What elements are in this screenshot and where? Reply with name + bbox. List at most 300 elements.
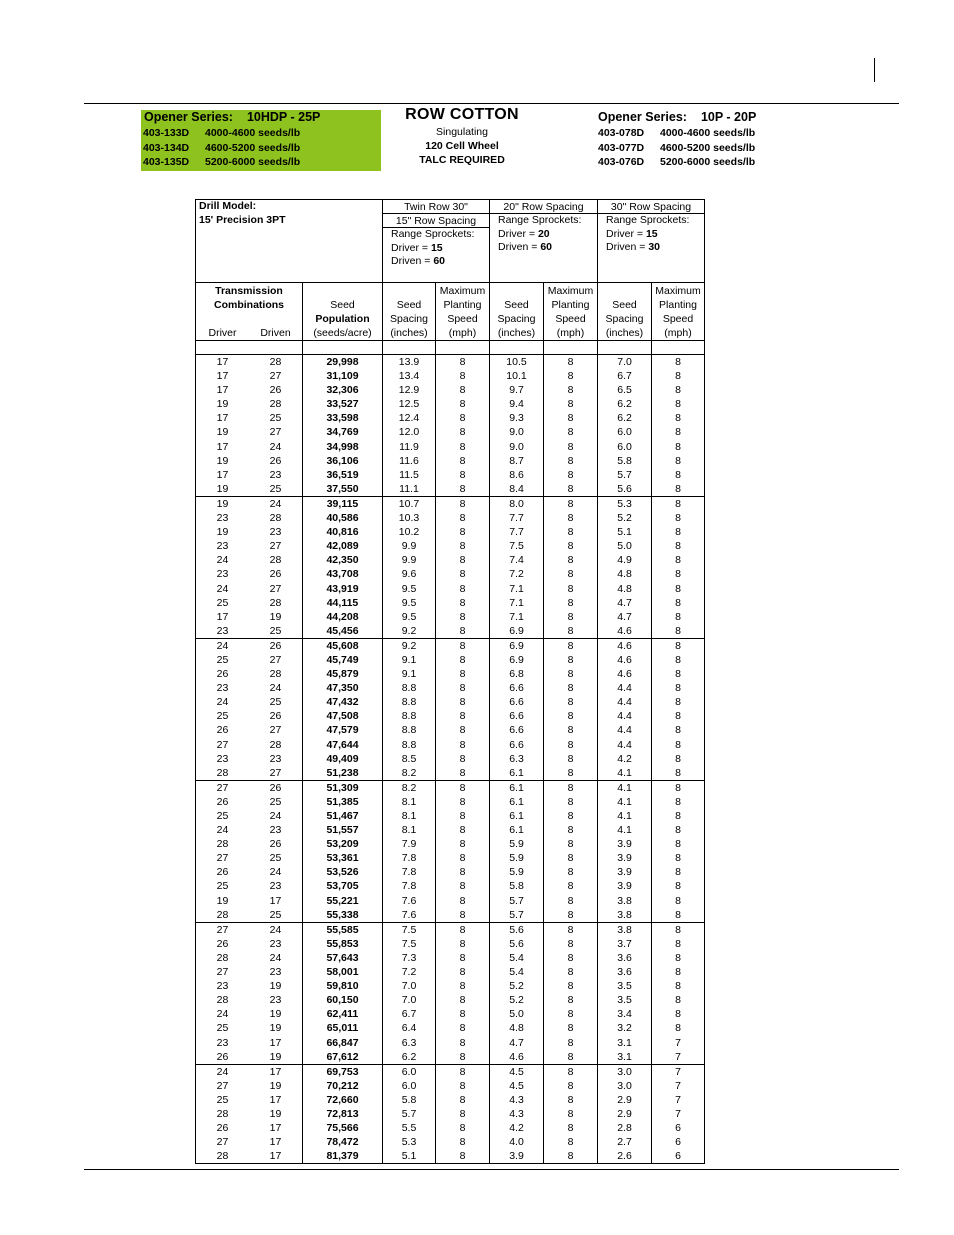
seed-rate-table: [195, 199, 705, 1164]
group-30-row-sprockets: Range Sprockets: Driver = 15 Driven = 30: [598, 214, 705, 269]
speed-twin-cell: 8: [436, 752, 490, 766]
spacing-30-cell: 5.1: [598, 525, 652, 539]
population-cell: 36,106: [303, 454, 383, 468]
spacing-30-cell: 4.6: [598, 653, 652, 667]
page-title: ROW COTTON: [405, 106, 519, 123]
spacing-twin-cell: 10.3: [383, 511, 436, 525]
speed-20-cell: 8: [544, 993, 598, 1007]
speed-30-cell: 8: [652, 596, 705, 610]
speed-twin-cell: 8: [436, 993, 490, 1007]
spacing-30-cell: 7.0: [598, 355, 652, 370]
population-cell: 42,089: [303, 539, 383, 553]
spacing-20-cell: 5.4: [490, 951, 544, 965]
spacing-header-twin: Seed Spacing (inches): [383, 283, 436, 341]
spacing-20-cell: 7.7: [490, 511, 544, 525]
spacing-twin-cell: 7.8: [383, 865, 436, 879]
spacing-30-cell: 4.6: [598, 638, 652, 653]
table-row: [196, 624, 705, 639]
population-cell: 55,338: [303, 908, 383, 923]
spacing-twin-cell: 5.3: [383, 1135, 436, 1149]
opener-right-row: 403-077D 4600-5200 seeds/lb: [598, 141, 756, 154]
spacing-30-cell: 4.2: [598, 752, 652, 766]
speed-30-cell: 8: [652, 369, 705, 383]
spacing-twin-cell: 12.9: [383, 383, 436, 397]
speed-20-cell: 8: [544, 979, 598, 993]
population-cell: 55,585: [303, 922, 383, 937]
population-cell: 72,813: [303, 1107, 383, 1121]
speed-30-cell: 6: [652, 1135, 705, 1149]
table-row: [196, 1050, 705, 1065]
spacing-30-cell: 6.2: [598, 411, 652, 425]
speed-30-cell: 8: [652, 993, 705, 1007]
spacing-20-cell: 4.5: [490, 1079, 544, 1093]
table-row: [196, 766, 705, 781]
driven-cell: 24: [269, 440, 282, 453]
table-row: [196, 1107, 705, 1121]
speed-20-cell: 8: [544, 411, 598, 425]
drill-model-value: 15' Precision 3PT: [199, 213, 286, 226]
driver-cell: 27: [196, 851, 250, 865]
table-row: [196, 681, 705, 695]
spacing-30-cell: 4.1: [598, 795, 652, 809]
opener-left-row: 403-133D 4000-4600 seeds/lb: [143, 127, 301, 139]
speed-twin-cell: 8: [436, 667, 490, 681]
speed-twin-cell: 8: [436, 1121, 490, 1135]
population-cell: 70,212: [303, 1079, 383, 1093]
spacing-twin-cell: 7.5: [383, 922, 436, 937]
population-cell: 44,208: [303, 610, 383, 624]
population-cell: 40,816: [303, 525, 383, 539]
driver-cell: 28: [196, 1149, 250, 1164]
speed-30-cell: 8: [652, 553, 705, 567]
population-cell: 36,519: [303, 468, 383, 482]
table-row: [196, 837, 705, 851]
table-row: [196, 738, 705, 752]
speed-twin-cell: 8: [436, 411, 490, 425]
driver-cell: 17: [196, 468, 250, 482]
table-row: [196, 482, 705, 497]
speed-twin-cell: 8: [436, 951, 490, 965]
driver-cell: 25: [196, 596, 250, 610]
spacing-20-cell: 9.0: [490, 425, 544, 439]
spacing-twin-cell: 8.8: [383, 723, 436, 737]
driver-cell: 19: [196, 425, 250, 439]
table-row: [196, 865, 705, 879]
spacing-20-cell: 6.1: [490, 795, 544, 809]
driver-cell: 25: [196, 879, 250, 893]
spacing-30-cell: 3.5: [598, 979, 652, 993]
population-cell: 65,011: [303, 1021, 383, 1035]
speed-twin-cell: 8: [436, 1036, 490, 1050]
population-cell: 44,115: [303, 596, 383, 610]
driver-cell: 24: [196, 823, 250, 837]
spacing-twin-cell: 12.0: [383, 425, 436, 439]
driver-cell: 23: [196, 539, 250, 553]
spacing-twin-cell: 11.1: [383, 482, 436, 497]
spacing-twin-cell: 7.9: [383, 837, 436, 851]
driven-cell: 28: [269, 738, 282, 751]
speed-30-cell: 8: [652, 482, 705, 497]
spacing-30-cell: 2.6: [598, 1149, 652, 1164]
speed-twin-cell: 8: [436, 624, 490, 639]
spacing-20-cell: 8.7: [490, 454, 544, 468]
table-row: [196, 695, 705, 709]
driven-cell: 17: [269, 1065, 282, 1078]
population-cell: 75,566: [303, 1121, 383, 1135]
spacing-30-cell: 3.1: [598, 1036, 652, 1050]
speed-twin-cell: 8: [436, 653, 490, 667]
population-cell: 55,853: [303, 937, 383, 951]
spacing-twin-cell: 7.6: [383, 908, 436, 923]
speed-twin-cell: 8: [436, 397, 490, 411]
population-cell: 47,579: [303, 723, 383, 737]
speed-30-cell: 8: [652, 795, 705, 809]
opener-series-left: [141, 110, 381, 171]
driven-cell: 23: [269, 526, 282, 539]
spacing-30-cell: 4.1: [598, 823, 652, 837]
driven-cell: 25: [269, 412, 282, 425]
spacing-twin-cell: 10.7: [383, 496, 436, 511]
speed-30-cell: 8: [652, 780, 705, 795]
spacing-twin-cell: 8.2: [383, 780, 436, 795]
group-20-row-name: 20" Row Spacing: [490, 200, 598, 214]
driven-cell: 17: [269, 1036, 282, 1049]
spacing-30-cell: 3.0: [598, 1079, 652, 1093]
group-30-row-name: 30" Row Spacing: [598, 200, 705, 214]
speed-20-cell: 8: [544, 809, 598, 823]
population-cell: 34,998: [303, 440, 383, 454]
speed-30-cell: 8: [652, 397, 705, 411]
spacing-30-cell: 5.0: [598, 539, 652, 553]
speed-twin-cell: 8: [436, 894, 490, 908]
speed-30-cell: 8: [652, 851, 705, 865]
speed-20-cell: 8: [544, 496, 598, 511]
speed-header-twin: Maximum Planting Speed (mph): [436, 283, 490, 341]
speed-twin-cell: 8: [436, 355, 490, 370]
spacing-20-cell: 8.4: [490, 482, 544, 497]
spacing-30-cell: 3.6: [598, 965, 652, 979]
driven-cell: 27: [269, 724, 282, 737]
speed-20-cell: 8: [544, 1149, 598, 1164]
population-cell: 31,109: [303, 369, 383, 383]
speed-20-cell: 8: [544, 539, 598, 553]
driver-cell: 23: [196, 979, 250, 993]
population-cell: 81,379: [303, 1149, 383, 1164]
speed-20-cell: 8: [544, 823, 598, 837]
population-cell: 43,919: [303, 582, 383, 596]
speed-20-cell: 8: [544, 610, 598, 624]
speed-twin-cell: 8: [436, 766, 490, 781]
speed-30-cell: 8: [652, 539, 705, 553]
driven-cell: 26: [269, 568, 282, 581]
speed-20-cell: 8: [544, 951, 598, 965]
speed-30-cell: 8: [652, 582, 705, 596]
driver-cell: 25: [196, 653, 250, 667]
driver-cell: 24: [196, 1007, 250, 1021]
spacing-30-cell: 6.7: [598, 369, 652, 383]
driven-cell: 26: [269, 838, 282, 851]
speed-30-cell: 8: [652, 610, 705, 624]
speed-20-cell: 8: [544, 1107, 598, 1121]
speed-30-cell: 8: [652, 667, 705, 681]
driven-cell: 27: [269, 370, 282, 383]
spacing-20-cell: 6.3: [490, 752, 544, 766]
spacing-30-cell: 3.2: [598, 1021, 652, 1035]
driver-cell: 27: [196, 738, 250, 752]
speed-twin-cell: 8: [436, 610, 490, 624]
spacing-twin-cell: 8.8: [383, 681, 436, 695]
spacing-20-cell: 4.3: [490, 1107, 544, 1121]
spacing-20-cell: 4.6: [490, 1050, 544, 1065]
speed-30-cell: 8: [652, 922, 705, 937]
speed-20-cell: 8: [544, 908, 598, 923]
speed-30-cell: 7: [652, 1064, 705, 1079]
spacing-30-cell: 4.4: [598, 681, 652, 695]
spacing-20-cell: 9.4: [490, 397, 544, 411]
spacing-twin-cell: 6.0: [383, 1064, 436, 1079]
spacing-30-cell: 3.8: [598, 894, 652, 908]
table-row: [196, 582, 705, 596]
spacing-twin-cell: 9.9: [383, 539, 436, 553]
speed-twin-cell: 8: [436, 851, 490, 865]
table-row: [196, 553, 705, 567]
population-cell: 40,586: [303, 511, 383, 525]
population-cell: 45,456: [303, 624, 383, 639]
group-20-row-sprockets: Range Sprockets: Driver = 20 Driven = 60: [490, 214, 598, 269]
speed-20-cell: 8: [544, 1079, 598, 1093]
driven-cell: 19: [269, 1079, 282, 1092]
spacing-30-cell: 5.7: [598, 468, 652, 482]
driver-cell: 26: [196, 667, 250, 681]
driven-cell: 23: [269, 937, 282, 950]
spacing-twin-cell: 7.0: [383, 993, 436, 1007]
population-cell: 53,526: [303, 865, 383, 879]
population-cell: 49,409: [303, 752, 383, 766]
speed-20-cell: 8: [544, 681, 598, 695]
spacing-twin-cell: 7.2: [383, 965, 436, 979]
population-cell: 72,660: [303, 1093, 383, 1107]
spacing-20-cell: 5.6: [490, 922, 544, 937]
speed-twin-cell: 8: [436, 1079, 490, 1093]
speed-twin-cell: 8: [436, 837, 490, 851]
table-row: [196, 468, 705, 482]
speed-20-cell: 8: [544, 865, 598, 879]
speed-30-cell: 7: [652, 1079, 705, 1093]
speed-twin-cell: 8: [436, 425, 490, 439]
driven-cell: 28: [269, 512, 282, 525]
driver-cell: 25: [196, 709, 250, 723]
driven-cell: 17: [269, 894, 282, 907]
spacing-20-cell: 9.3: [490, 411, 544, 425]
table-row: [196, 653, 705, 667]
speed-30-cell: 8: [652, 525, 705, 539]
driver-cell: 25: [196, 1093, 250, 1107]
driven-cell: 17: [269, 1093, 282, 1106]
table-row: [196, 752, 705, 766]
spacing-twin-cell: 8.1: [383, 823, 436, 837]
speed-30-cell: 8: [652, 823, 705, 837]
population-cell: 55,221: [303, 894, 383, 908]
driven-cell: 27: [269, 653, 282, 666]
opener-left-row: 403-134D 4600-5200 seeds/lb: [143, 141, 301, 154]
speed-30-cell: 8: [652, 766, 705, 781]
spacing-20-cell: 6.6: [490, 695, 544, 709]
driven-cell: 25: [269, 696, 282, 709]
population-cell: 47,508: [303, 709, 383, 723]
speed-30-cell: 8: [652, 723, 705, 737]
driver-cell: 28: [196, 908, 250, 923]
speed-twin-cell: 8: [436, 709, 490, 723]
spacing-twin-cell: 7.8: [383, 879, 436, 893]
driven-cell: 23: [269, 880, 282, 893]
spacing-twin-cell: 6.4: [383, 1021, 436, 1035]
speed-30-cell: 7: [652, 1107, 705, 1121]
speed-header-30: Maximum Planting Speed (mph): [652, 283, 705, 341]
population-cell: 32,306: [303, 383, 383, 397]
speed-20-cell: 8: [544, 766, 598, 781]
population-header: Seed Population (seeds/acre): [303, 283, 383, 341]
driver-cell: 23: [196, 1036, 250, 1050]
spacing-twin-cell: 10.2: [383, 525, 436, 539]
driver-cell: 19: [196, 397, 250, 411]
spacing-30-cell: 3.5: [598, 993, 652, 1007]
spacing-twin-cell: 6.0: [383, 1079, 436, 1093]
speed-20-cell: 8: [544, 965, 598, 979]
speed-twin-cell: 8: [436, 1050, 490, 1065]
driven-cell: 19: [269, 1107, 282, 1120]
table-row: [196, 795, 705, 809]
spacing-20-cell: 6.9: [490, 624, 544, 639]
speed-30-cell: 8: [652, 908, 705, 923]
speed-30-cell: 8: [652, 752, 705, 766]
driven-cell: 24: [269, 682, 282, 695]
spacing-20-cell: 3.9: [490, 1149, 544, 1164]
spacing-twin-cell: 9.5: [383, 582, 436, 596]
spacing-twin-cell: 9.1: [383, 653, 436, 667]
driven-cell: 23: [269, 752, 282, 765]
spacing-twin-cell: 8.1: [383, 795, 436, 809]
population-cell: 53,705: [303, 879, 383, 893]
speed-30-cell: 8: [652, 383, 705, 397]
table-row: [196, 411, 705, 425]
speed-twin-cell: 8: [436, 553, 490, 567]
opener-right-row: 403-076D 5200-6000 seeds/lb: [598, 156, 756, 168]
population-cell: 33,527: [303, 397, 383, 411]
speed-30-cell: 8: [652, 567, 705, 581]
speed-30-cell: 8: [652, 681, 705, 695]
table-row: [196, 851, 705, 865]
spacing-twin-cell: 7.8: [383, 851, 436, 865]
spacing-30-cell: 4.8: [598, 567, 652, 581]
spacing-20-cell: 6.9: [490, 638, 544, 653]
speed-20-cell: 8: [544, 511, 598, 525]
speed-20-cell: 8: [544, 582, 598, 596]
speed-twin-cell: 8: [436, 482, 490, 497]
driver-cell: 23: [196, 567, 250, 581]
speed-20-cell: 8: [544, 922, 598, 937]
spacing-twin-cell: 8.8: [383, 709, 436, 723]
spacing-twin-cell: 12.4: [383, 411, 436, 425]
speed-20-cell: 8: [544, 525, 598, 539]
driven-cell: 26: [269, 384, 282, 397]
driven-cell: 27: [249, 766, 303, 781]
table-row: [196, 823, 705, 837]
table-row: [196, 610, 705, 624]
population-cell: 60,150: [303, 993, 383, 1007]
speed-twin-cell: 8: [436, 1007, 490, 1021]
speed-20-cell: 8: [544, 369, 598, 383]
speed-20-cell: 8: [544, 1121, 598, 1135]
driven-cell: 23: [269, 468, 282, 481]
speed-30-cell: 8: [652, 653, 705, 667]
footer-rule: [84, 1169, 899, 1170]
speed-30-cell: 8: [652, 638, 705, 653]
driver-cell: 17: [196, 383, 250, 397]
speed-30-cell: 8: [652, 454, 705, 468]
speed-30-cell: 8: [652, 937, 705, 951]
speed-20-cell: 8: [544, 355, 598, 370]
population-cell: 47,350: [303, 681, 383, 695]
population-cell: 45,879: [303, 667, 383, 681]
spacing-30-cell: 4.8: [598, 582, 652, 596]
speed-twin-cell: 8: [436, 511, 490, 525]
spacing-20-cell: 5.7: [490, 894, 544, 908]
spacing-twin-cell: 5.7: [383, 1107, 436, 1121]
spacing-20-cell: 6.8: [490, 667, 544, 681]
speed-twin-cell: 8: [436, 1021, 490, 1035]
table-row: [196, 369, 705, 383]
spacing-30-cell: 2.8: [598, 1121, 652, 1135]
spacing-20-cell: 5.8: [490, 879, 544, 893]
speed-twin-cell: 8: [436, 525, 490, 539]
speed-20-cell: 8: [544, 894, 598, 908]
spacing-30-cell: 6.2: [598, 397, 652, 411]
driven-cell: 26: [269, 639, 282, 652]
transmission-header: Transmission Combinations Driver Driven: [196, 283, 303, 341]
spacing-twin-cell: 9.5: [383, 610, 436, 624]
speed-30-cell: 8: [652, 1021, 705, 1035]
spacing-twin-cell: 6.2: [383, 1050, 436, 1065]
table-row: [196, 922, 705, 937]
table-row: [196, 993, 705, 1007]
table-row: [196, 937, 705, 951]
spacing-20-cell: 6.1: [490, 809, 544, 823]
driven-cell: 19: [269, 1022, 282, 1035]
speed-20-cell: 8: [544, 1007, 598, 1021]
speed-30-cell: 8: [652, 440, 705, 454]
speed-30-cell: 8: [652, 894, 705, 908]
spacing-30-cell: 4.7: [598, 610, 652, 624]
speed-20-cell: 8: [544, 468, 598, 482]
driver-cell: 27: [196, 1135, 250, 1149]
table-row: [196, 1007, 705, 1021]
population-cell: 57,643: [303, 951, 383, 965]
spacing-30-cell: 3.6: [598, 951, 652, 965]
driven-cell: 19: [269, 1008, 282, 1021]
driver-cell: 23: [196, 511, 250, 525]
spacing-30-cell: 4.4: [598, 738, 652, 752]
driven-cell: 28: [269, 398, 282, 411]
spacing-30-cell: 4.1: [598, 809, 652, 823]
speed-30-cell: 7: [652, 1093, 705, 1107]
spacing-header-20: Seed Spacing (inches): [490, 283, 544, 341]
driven-cell: 23: [269, 824, 282, 837]
speed-30-cell: 8: [652, 468, 705, 482]
speed-twin-cell: 8: [436, 979, 490, 993]
spacing-30-cell: 2.7: [598, 1135, 652, 1149]
spacing-twin-cell: 7.5: [383, 937, 436, 951]
spacing-30-cell: 4.4: [598, 695, 652, 709]
